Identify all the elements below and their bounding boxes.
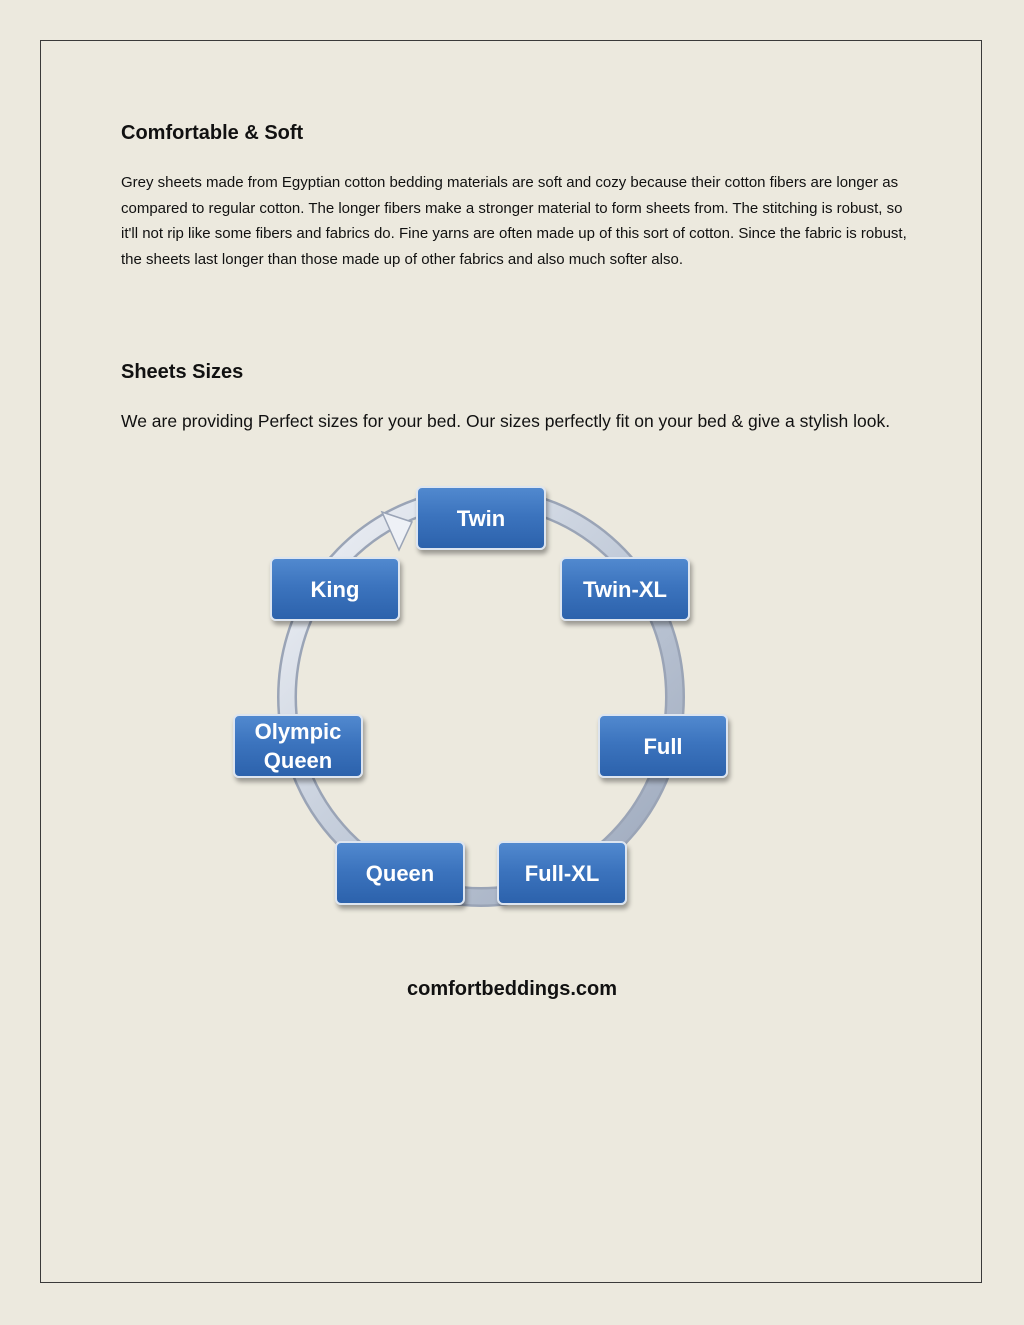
comfort-paragraph: Grey sheets made from Egyptian cotton bedding materials are soft and cozy because their cotton fibers are longer as compared to regular cotton. The longer fibers make a stronger material to form sheets from. The stitching is robust, so it'll not rip like some fibers and fabrics do. Fine yarns are often made up of this sort of cotton. Since the fabric is robust, the sheets last longer than those made up of other fabrics and also much softer also.: [121, 174, 907, 268]
size-node-full[interactable]: Full: [598, 714, 728, 778]
section-heading-sheet-sizes: Sheets Sizes: [121, 361, 244, 383]
size-node-queen[interactable]: Queen: [335, 841, 465, 905]
size-node-full-xl[interactable]: Full-XL: [497, 841, 627, 905]
footer-site-link[interactable]: comfortbeddings.com: [406, 978, 617, 1000]
section-heading-comfortable: Comfortable & Soft: [121, 122, 304, 144]
size-node-twin[interactable]: Twin: [416, 486, 546, 550]
size-node-olympic-queen[interactable]: Olympic Queen: [233, 714, 363, 778]
size-node-king[interactable]: King: [270, 557, 400, 621]
size-node-twin-xl[interactable]: Twin-XL: [560, 557, 690, 621]
sizes-paragraph: We are providing Perfect sizes for your bed. Our sizes perfectly fit on your bed & give a stylish look.: [121, 411, 891, 431]
